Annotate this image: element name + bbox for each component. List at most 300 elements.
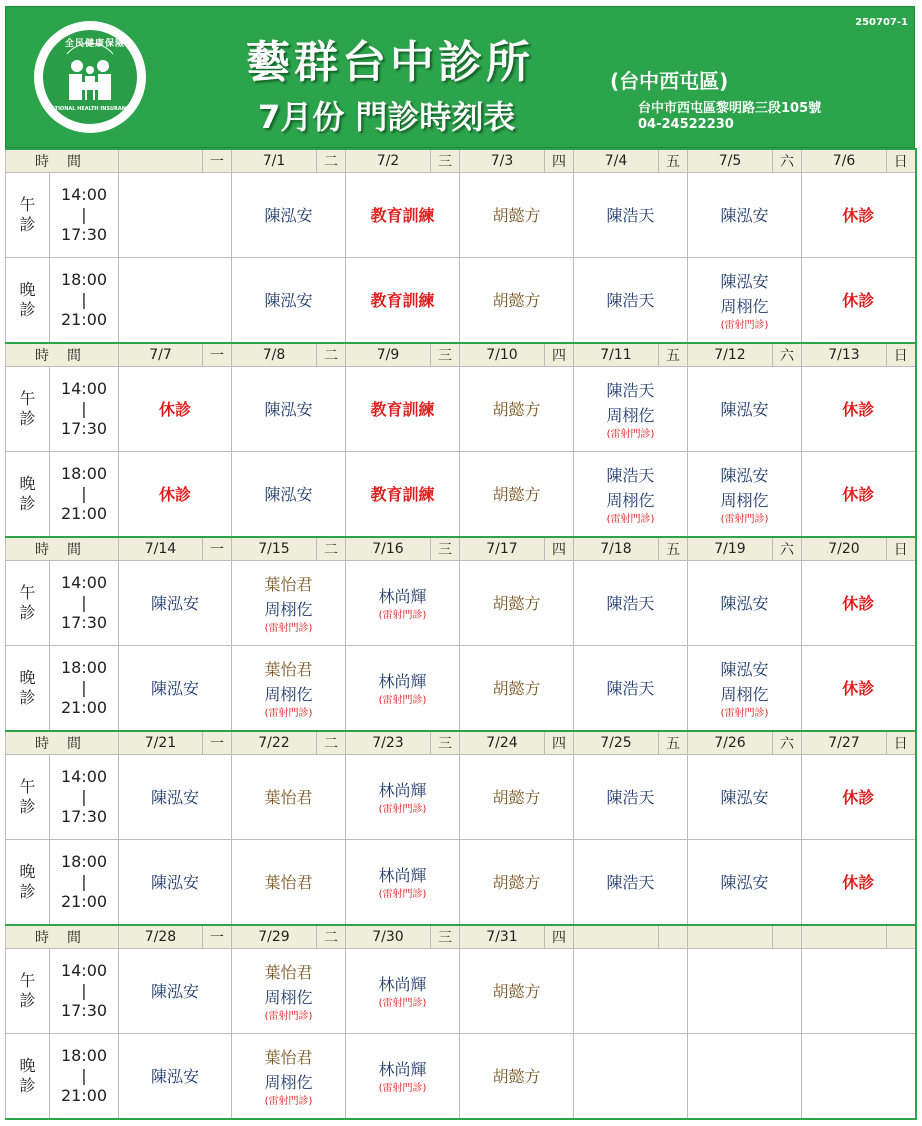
date-cell: 7/18 [574, 537, 659, 561]
doctor-cell [574, 258, 688, 344]
off-or-training-label: 休診 [842, 678, 875, 698]
clinic-district: (台中西屯區) [610, 69, 729, 93]
weekday-cell: 六 [773, 343, 802, 367]
session-label-line: 晚 [19, 1056, 36, 1075]
doctor-cell [802, 1034, 916, 1120]
clinic-phone: 04-24522230 [638, 117, 734, 132]
date-cell: 7/7 [119, 343, 203, 367]
session-label-line: 診 [19, 215, 36, 234]
weekday-cell: 五 [659, 149, 688, 173]
weekday-cell: 六 [773, 537, 802, 561]
session-label [6, 840, 50, 926]
session-time [50, 561, 119, 646]
weekday-cell: 日 [887, 731, 916, 755]
doctor-name: 胡懿方 [492, 678, 541, 698]
doctor-cell [232, 949, 346, 1034]
doctor-cell [574, 1034, 688, 1120]
date-cell: 7/23 [346, 731, 431, 755]
doctor-cell [802, 367, 916, 452]
doctor-cell [688, 173, 802, 258]
doctor-name: 陳浩天 [606, 380, 655, 400]
date-cell: 7/15 [232, 537, 317, 561]
nhi-logo [34, 21, 146, 133]
session-time-line: 21:00 [60, 1086, 108, 1105]
time-label-cell: 時間 [6, 731, 119, 755]
doctor-cell [460, 452, 574, 538]
doctor-name: 葉怡君 [264, 659, 313, 679]
doctor-cell [119, 755, 232, 840]
date-cell: 7/11 [574, 343, 659, 367]
weekday-cell: 三 [431, 343, 460, 367]
session-time-line: 14:00 [60, 379, 108, 398]
date-cell [688, 925, 773, 949]
laser-clinic-note: (雷射門診) [264, 1010, 313, 1022]
doctor-cell [460, 1034, 574, 1120]
session-time-line: 18:00 [60, 852, 108, 871]
doctor-name: 胡懿方 [492, 1066, 541, 1086]
session-time-line: | [81, 290, 87, 309]
doctor-cell [232, 367, 346, 452]
doctor-cell [119, 949, 232, 1034]
weekday-cell: 日 [887, 149, 916, 173]
doctor-name: 胡懿方 [492, 787, 541, 807]
doctor-cell [460, 646, 574, 732]
session-label-line: 晚 [19, 862, 36, 881]
date-cell: 7/14 [119, 537, 203, 561]
laser-clinic-note: (雷射門診) [378, 804, 427, 815]
weekday-cell: 六 [773, 731, 802, 755]
doctor-cell [688, 452, 802, 538]
doctor-cell [346, 258, 460, 344]
doctor-cell [574, 173, 688, 258]
session-label-line: 晚 [19, 668, 36, 687]
doctor-name: 陳泓安 [150, 678, 199, 698]
doctor-cell [232, 258, 346, 344]
doctor-name: 周栩仡 [606, 490, 655, 510]
session-row [6, 367, 916, 452]
session-time [50, 258, 119, 344]
doctor-name: 胡懿方 [492, 484, 541, 504]
week-header-row [6, 537, 916, 561]
date-cell: 7/12 [688, 343, 773, 367]
off-or-training-label: 教育訓練 [370, 399, 435, 419]
date-cell: 7/16 [346, 537, 431, 561]
week-header-row [6, 731, 916, 755]
session-time-line: | [81, 981, 87, 1000]
time-label-cell: 時間 [6, 149, 119, 173]
nhi-logo-inner [43, 30, 137, 124]
doctor-cell [232, 840, 346, 926]
clinic-address: 台中市西屯區黎明路三段105號 [638, 101, 822, 116]
session-time [50, 949, 119, 1034]
off-or-training-label: 休診 [842, 593, 875, 613]
doctor-cell [232, 646, 346, 732]
doctor-name: 周栩仡 [264, 987, 313, 1007]
weekday-cell: 二 [317, 731, 346, 755]
off-or-training-label: 休診 [842, 205, 875, 225]
weekday-cell: 三 [431, 925, 460, 949]
doctor-name: 葉怡君 [264, 787, 313, 807]
session-time [50, 452, 119, 538]
session-time [50, 646, 119, 732]
doctor-cell [346, 561, 460, 646]
session-time-line: 21:00 [60, 698, 108, 717]
doctor-name: 陳浩天 [606, 787, 655, 807]
laser-clinic-note: (雷射門診) [264, 707, 313, 719]
document-code: 250707-1 [855, 17, 908, 28]
session-row [6, 561, 916, 646]
doctor-cell [802, 258, 916, 344]
off-or-training-label: 休診 [158, 484, 191, 504]
doctor-cell [574, 646, 688, 732]
doctor-name: 葉怡君 [264, 872, 313, 892]
logo-text-bottom: NATIONAL HEALTH INSURANCE [47, 106, 134, 112]
doctor-cell [460, 840, 574, 926]
session-label [6, 646, 50, 732]
doctor-name: 陳浩天 [606, 678, 655, 698]
session-label-line: 晚 [19, 280, 36, 299]
session-time-line: 18:00 [60, 658, 108, 677]
doctor-name: 胡懿方 [492, 290, 541, 310]
doctor-cell [688, 755, 802, 840]
weekday-cell: 二 [317, 537, 346, 561]
weekday-cell: 四 [545, 149, 574, 173]
doctor-name: 陳泓安 [720, 659, 769, 679]
weekday-cell: 三 [431, 731, 460, 755]
doctor-name: 陳泓安 [150, 981, 199, 1001]
doctor-name: 林尚輝 [378, 587, 427, 606]
date-cell: 7/21 [119, 731, 203, 755]
doctor-name: 陳浩天 [606, 290, 655, 310]
session-time-line: | [81, 1066, 87, 1085]
session-label-line: 診 [19, 882, 36, 901]
doctor-cell [460, 755, 574, 840]
weekday-cell [887, 925, 916, 949]
doctor-cell [802, 755, 916, 840]
date-cell: 7/9 [346, 343, 431, 367]
doctor-cell [688, 561, 802, 646]
doctor-name: 陳泓安 [150, 787, 199, 807]
session-time [50, 1034, 119, 1120]
doctor-name: 林尚輝 [378, 781, 427, 800]
doctor-cell [346, 840, 460, 926]
doctor-cell [232, 561, 346, 646]
doctor-cell [119, 1034, 232, 1120]
doctor-cell [802, 646, 916, 732]
week-header-row [6, 925, 916, 949]
session-time-line: 14:00 [60, 185, 108, 204]
doctor-cell [119, 367, 232, 452]
session-time-line: 14:00 [60, 573, 108, 592]
date-cell: 7/10 [460, 343, 545, 367]
doctor-name: 周栩仡 [720, 296, 769, 316]
date-cell: 7/30 [346, 925, 431, 949]
doctor-name: 陳浩天 [606, 872, 655, 892]
session-label-line: 午 [19, 389, 36, 408]
clinic-name: 藝群台中診所 [246, 37, 534, 88]
doctor-cell [346, 367, 460, 452]
doctor-cell [346, 173, 460, 258]
date-cell: 7/22 [232, 731, 317, 755]
doctor-name: 周栩仡 [720, 684, 769, 704]
doctor-name: 胡懿方 [492, 593, 541, 613]
doctor-name: 葉怡君 [264, 1047, 313, 1067]
session-label-line: 診 [19, 409, 36, 428]
doctor-name: 陳泓安 [264, 484, 313, 504]
laser-clinic-note: (雷射門診) [378, 889, 427, 900]
doctor-name: 陳泓安 [150, 872, 199, 892]
date-cell: 7/28 [119, 925, 203, 949]
weekday-cell: 四 [545, 537, 574, 561]
time-label-cell: 時間 [6, 343, 119, 367]
doctor-name: 陳浩天 [606, 205, 655, 225]
logo-text-top: 全民健康保險 [65, 39, 126, 49]
doctor-cell [460, 258, 574, 344]
weekday-cell: 五 [659, 731, 688, 755]
laser-clinic-note: (雷射門診) [720, 707, 769, 719]
session-time [50, 367, 119, 452]
doctor-cell [574, 452, 688, 538]
off-or-training-label: 教育訓練 [370, 290, 435, 310]
date-cell: 7/29 [232, 925, 317, 949]
week-header-row [6, 149, 916, 173]
off-or-training-label: 休診 [842, 484, 875, 504]
doctor-cell [574, 367, 688, 452]
session-time-line: 21:00 [60, 504, 108, 523]
date-cell: 7/8 [232, 343, 317, 367]
doctor-name: 胡懿方 [492, 205, 541, 225]
session-time-line: 17:30 [60, 419, 108, 438]
doctor-cell [119, 258, 232, 344]
doctor-cell [688, 1034, 802, 1120]
off-or-training-label: 休診 [158, 399, 191, 419]
weekday-cell: 一 [203, 731, 232, 755]
date-cell: 7/25 [574, 731, 659, 755]
time-label-cell: 時間 [6, 925, 119, 949]
session-time-line: 14:00 [60, 961, 108, 980]
weekday-cell: 三 [431, 537, 460, 561]
off-or-training-label: 教育訓練 [370, 484, 435, 504]
doctor-cell [688, 840, 802, 926]
schedule-table [5, 148, 917, 1120]
date-cell: 7/26 [688, 731, 773, 755]
doctor-name: 胡懿方 [492, 399, 541, 419]
off-or-training-label: 教育訓練 [370, 205, 435, 225]
session-label [6, 258, 50, 344]
session-label-line: 診 [19, 300, 36, 319]
doctor-name: 陳泓安 [264, 205, 313, 225]
session-time-line: 14:00 [60, 767, 108, 786]
session-label-line: 診 [19, 494, 36, 513]
doctor-cell [346, 949, 460, 1034]
doctor-name: 陳泓安 [720, 593, 769, 613]
laser-clinic-note: (雷射門診) [378, 610, 427, 621]
weekday-cell: 五 [659, 537, 688, 561]
session-row [6, 840, 916, 926]
doctor-cell [346, 755, 460, 840]
laser-clinic-note: (雷射門診) [378, 1083, 427, 1094]
doctor-name: 陳泓安 [720, 399, 769, 419]
doctor-name: 林尚輝 [378, 1060, 427, 1079]
doctor-name: 陳泓安 [150, 1066, 199, 1086]
doctor-cell [232, 755, 346, 840]
session-row [6, 173, 916, 258]
doctor-cell [232, 1034, 346, 1120]
weekday-cell: 四 [545, 731, 574, 755]
doctor-cell [688, 646, 802, 732]
doctor-name: 周栩仡 [264, 684, 313, 704]
date-cell: 7/1 [232, 149, 317, 173]
doctor-cell [802, 452, 916, 538]
weekday-cell: 五 [659, 343, 688, 367]
weekday-cell [659, 925, 688, 949]
session-label-line: 診 [19, 1076, 36, 1095]
doctor-cell [119, 646, 232, 732]
session-label [6, 1034, 50, 1120]
date-cell [802, 925, 887, 949]
doctor-name: 陳浩天 [606, 465, 655, 485]
laser-clinic-note: (雷射門診) [378, 998, 427, 1009]
laser-clinic-note: (雷射門診) [720, 319, 769, 331]
session-label [6, 755, 50, 840]
session-label-line: 診 [19, 688, 36, 707]
date-cell: 7/3 [460, 149, 545, 173]
session-time-line: | [81, 872, 87, 891]
weekday-cell: 二 [317, 925, 346, 949]
doctor-name: 陳泓安 [264, 290, 313, 310]
session-time-line: 17:30 [60, 807, 108, 826]
doctor-name: 陳泓安 [720, 271, 769, 291]
session-label-line: 午 [19, 195, 36, 214]
laser-clinic-note: (雷射門診) [264, 622, 313, 634]
weekday-cell: 六 [773, 149, 802, 173]
doctor-name: 陳泓安 [720, 787, 769, 807]
doctor-name: 葉怡君 [264, 574, 313, 594]
weekday-cell [773, 925, 802, 949]
doctor-cell [346, 1034, 460, 1120]
date-cell: 7/31 [460, 925, 545, 949]
session-label [6, 367, 50, 452]
date-cell: 7/4 [574, 149, 659, 173]
date-cell: 7/5 [688, 149, 773, 173]
header-banner [5, 6, 915, 148]
doctor-cell [802, 840, 916, 926]
doctor-cell [460, 949, 574, 1034]
doctor-name: 周栩仡 [720, 490, 769, 510]
doctor-name: 胡懿方 [492, 981, 541, 1001]
session-time-line: 21:00 [60, 310, 108, 329]
date-cell: 7/17 [460, 537, 545, 561]
laser-clinic-note: (雷射門診) [378, 695, 427, 706]
doctor-cell [119, 561, 232, 646]
off-or-training-label: 休診 [842, 872, 875, 892]
session-label-line: 診 [19, 603, 36, 622]
session-label-line: 晚 [19, 474, 36, 493]
doctor-name: 周栩仡 [264, 1072, 313, 1092]
laser-clinic-note: (雷射門診) [720, 513, 769, 525]
weekday-cell: 日 [887, 343, 916, 367]
doctor-cell [574, 755, 688, 840]
session-label-line: 診 [19, 797, 36, 816]
doctor-name: 陳泓安 [150, 593, 199, 613]
doctor-name: 葉怡君 [264, 962, 313, 982]
doctor-cell [119, 840, 232, 926]
doctor-cell [232, 452, 346, 538]
doctor-cell [574, 949, 688, 1034]
session-time-line: | [81, 205, 87, 224]
schedule-subtitle: 7月份 門診時刻表 [258, 98, 516, 136]
laser-clinic-note: (雷射門診) [264, 1095, 313, 1107]
doctor-cell [802, 173, 916, 258]
session-time [50, 173, 119, 258]
session-row [6, 258, 916, 344]
off-or-training-label: 休診 [842, 399, 875, 419]
time-label-cell: 時間 [6, 537, 119, 561]
session-time-line: 18:00 [60, 464, 108, 483]
doctor-name: 陳浩天 [606, 593, 655, 613]
week-header-row [6, 343, 916, 367]
weekday-cell: 日 [887, 537, 916, 561]
session-row [6, 755, 916, 840]
session-time-line: | [81, 399, 87, 418]
doctor-cell [574, 840, 688, 926]
doctor-cell [688, 367, 802, 452]
weekday-cell: 一 [203, 149, 232, 173]
session-time-line: | [81, 484, 87, 503]
weekday-cell: 一 [203, 343, 232, 367]
doctor-name: 林尚輝 [378, 975, 427, 994]
date-cell: 7/19 [688, 537, 773, 561]
session-time-line: | [81, 593, 87, 612]
session-time-line: 18:00 [60, 1046, 108, 1065]
session-label [6, 452, 50, 538]
doctor-cell [460, 561, 574, 646]
doctor-name: 周栩仡 [264, 599, 313, 619]
session-time [50, 840, 119, 926]
doctor-cell [802, 949, 916, 1034]
doctor-cell [688, 258, 802, 344]
session-row [6, 949, 916, 1034]
doctor-cell [119, 173, 232, 258]
date-cell: 7/2 [346, 149, 431, 173]
date-cell [119, 149, 203, 173]
session-time-line: 18:00 [60, 270, 108, 289]
session-time-line: 17:30 [60, 225, 108, 244]
off-or-training-label: 休診 [842, 290, 875, 310]
off-or-training-label: 休診 [842, 787, 875, 807]
weekday-cell: 四 [545, 343, 574, 367]
session-label-line: 午 [19, 777, 36, 796]
doctor-cell [688, 949, 802, 1034]
session-time [50, 755, 119, 840]
date-cell: 7/24 [460, 731, 545, 755]
session-label [6, 173, 50, 258]
session-time-line: 17:30 [60, 613, 108, 632]
doctor-cell [574, 561, 688, 646]
session-label [6, 561, 50, 646]
doctor-cell [346, 646, 460, 732]
doctor-cell [460, 367, 574, 452]
session-label-line: 診 [19, 991, 36, 1010]
date-cell: 7/27 [802, 731, 887, 755]
doctor-name: 林尚輝 [378, 866, 427, 885]
doctor-cell [232, 173, 346, 258]
session-time-line: | [81, 787, 87, 806]
doctor-name: 陳泓安 [720, 872, 769, 892]
session-row [6, 1034, 916, 1120]
date-cell: 7/20 [802, 537, 887, 561]
doctor-name: 周栩仡 [606, 405, 655, 425]
